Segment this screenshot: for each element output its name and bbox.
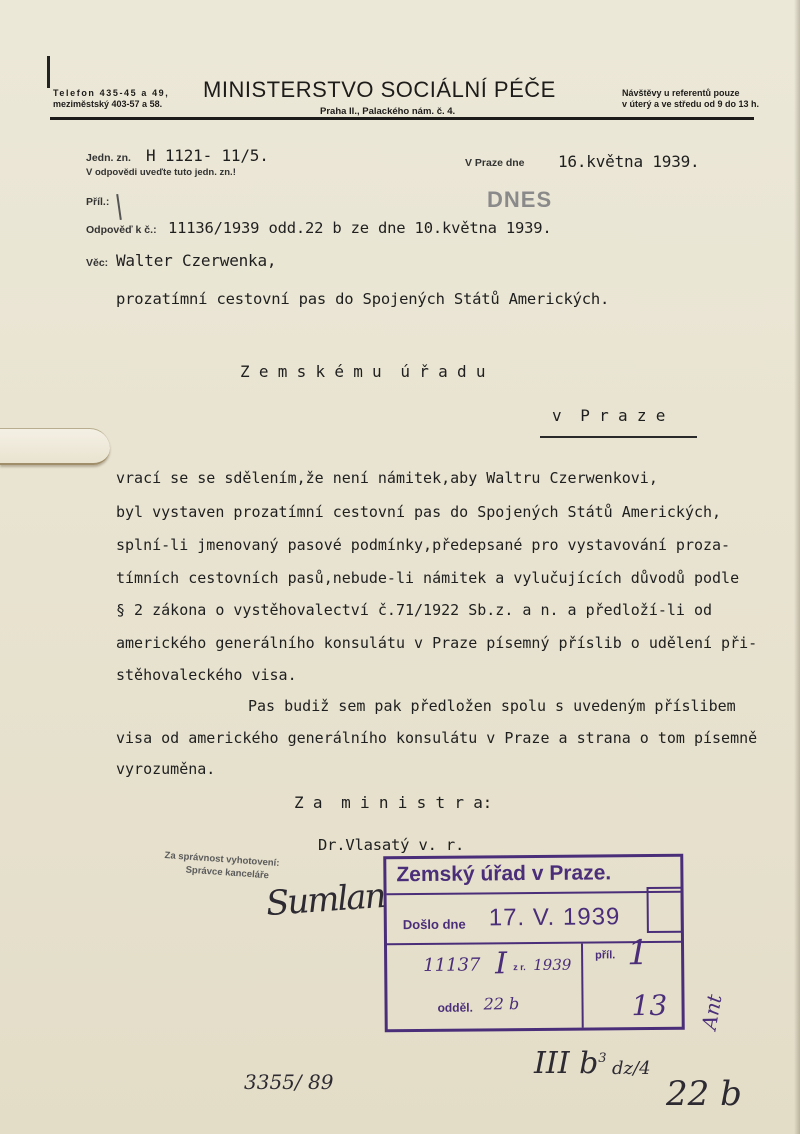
attachments-stamp-label: příl. (595, 949, 616, 962)
registry-year-prefix: z r. (513, 962, 526, 973)
bottom-mid-note (534, 1046, 607, 1081)
handwritten-signature: Sumlan (264, 875, 386, 925)
reference-note: V odpovědi uveďte tuto jedn. zn.! (86, 167, 236, 178)
bottom-mid-sup: 3 (598, 1051, 607, 1066)
bottom-mid-note-2: dz/4 (612, 1058, 651, 1079)
side-initials: Ant (696, 992, 727, 1032)
body-line: § 2 zákona o vystěhovalectví č.71/1922 Sb.z. a n. a předloží-li od (116, 601, 713, 619)
accuracy-stamp (163, 849, 280, 883)
reply-to-value: 11136/1939 odd.22 b ze dne 10.května 1939. (168, 219, 552, 237)
received-corner-box (647, 887, 683, 933)
reference-label: Jedn. zn. (86, 152, 131, 164)
department-label: odděl. (437, 1000, 473, 1015)
department-value: 22 b (483, 994, 520, 1014)
office-hours-line-1: Návštěvy u referentů pouze (622, 88, 740, 98)
attachments-stamp-value: 1 (626, 932, 649, 974)
letter-date: 16.května 1939. (558, 152, 700, 171)
addressee-line-1: Z e m s k é m u ú ř a d u (240, 362, 486, 381)
received-stamp-title-rule (387, 891, 681, 896)
closing-signatory: Dr.Vlasatý v. r. (318, 836, 465, 854)
received-stamp-divider (581, 944, 584, 1028)
body-line: Pas budiž sem pak předložen spolu s uvedeným příslibem (248, 697, 736, 715)
phone-line-2: meziměstský 403-57 a 58. (53, 99, 163, 109)
body-line: stěhovaleckého visa. (116, 666, 297, 684)
body-line: byl vystaven prozatímní cestovní pas do Spojených Států Amerických, (116, 503, 722, 521)
place-label: V Praze dne (465, 157, 525, 169)
ministry-address: Praha II., Palackého nám. č. 4. (320, 106, 456, 117)
closing-for-minister: Z a m i n i s t r a: (294, 793, 493, 812)
phone-line-1: Telefon 435-45 a 49, (53, 88, 170, 98)
subject-line-2: prozatímní cestovní pas do Spojených Států Amerických. (116, 290, 610, 308)
bottom-mid-roman: III b (534, 1046, 599, 1081)
registry-year: 1939 (533, 955, 572, 975)
reference-number: H 1121- 11/5. (146, 146, 269, 165)
paper-tear (0, 428, 110, 465)
addressee-line-2: v P r a z e (552, 406, 666, 425)
received-date: 17. V. 1939 (488, 903, 621, 932)
bottom-right-note: 22 b (666, 1074, 742, 1114)
body-line: splní-li jmenovaný pasové podmínky,předepsané pro vystavování proza- (116, 536, 731, 554)
letterhead-rule (50, 117, 754, 120)
addressee-underline (540, 436, 697, 438)
accuracy-stamp-line-2: Správce kanceláře (185, 864, 270, 882)
body-line: amerického generálního konsulátu v Praze písemný příslib o udělení při- (116, 634, 758, 652)
dnes-stamp: DNES (487, 187, 553, 212)
received-box-value: 13 (631, 988, 668, 1023)
margin-mark (47, 56, 50, 88)
bottom-left-note: 3355/ 89 (244, 1070, 334, 1094)
subject-line-1: Walter Czerwenka, (116, 251, 277, 270)
body-line: vyrozuměna. (116, 760, 216, 778)
ministry-title: MINISTERSTVO SOCIÁLNÍ PÉČE (203, 77, 556, 102)
accuracy-stamp-line-1: Za správnost vyhotovení: (164, 850, 280, 870)
reply-to-label: Odpověď k č.: (86, 224, 157, 236)
body-line: tímních cestovních pasů,nebude-li námitek a vylučujících důvodů podle (116, 569, 740, 587)
office-hours-line-2: v úterý a ve středu od 9 do 13 h. (622, 99, 760, 109)
body-line: vrací se se sdělením,že není námitek,aby Waltru Czerwenkovi, (116, 469, 658, 487)
received-stamp-title: Zemský úřad v Praze. (396, 861, 612, 887)
subject-label: Věc: (86, 257, 109, 269)
body-line: visa od amerického generálního konsulátu v Praze a strana o tom písemně (116, 729, 758, 747)
received-date-label: Došlo dne (402, 916, 466, 933)
attachments-label: Příl.: (86, 196, 110, 208)
registry-number: 11137 (423, 954, 481, 976)
registry-roman: I (495, 946, 508, 982)
attachment-pen-mark (116, 194, 122, 220)
paper-edge-shadow (794, 0, 800, 1134)
received-stamp (383, 854, 685, 1033)
